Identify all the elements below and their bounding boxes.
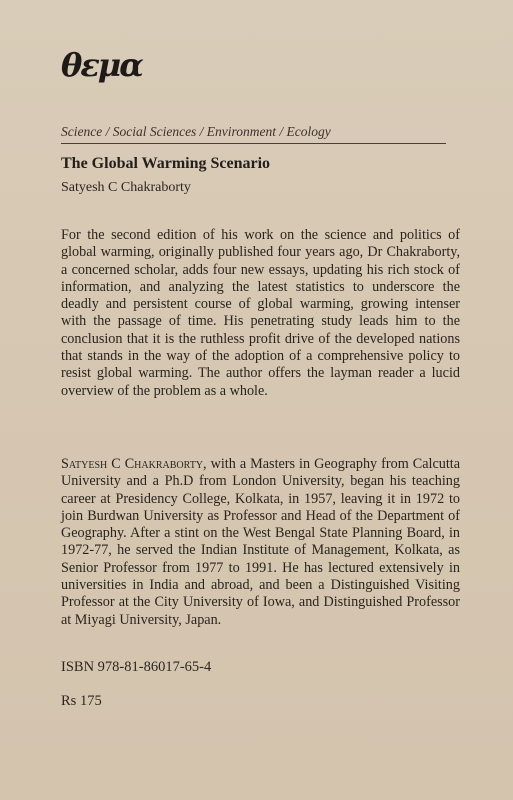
divider-rule (61, 143, 446, 144)
book-author: Satyesh C Chakraborty (61, 180, 191, 195)
price: Rs 175 (61, 693, 102, 709)
book-title: The Global Warming Scenario (61, 155, 271, 172)
blurb-paragraph: For the second edition of his work on the science and politics of global warming, originally published four years ago, Dr Chakraborty, a concerned scholar, adds four new essays, updating his rich stock of information, and analyzing the latest statistics to underscore the deadly and persistent course of global warming, growing intenser with the passage of time. His penetrating study leads him to the conclusion that it is the ruthless profit drive of the developed nations that stands in the way of the adoption of a comprehensive policy to resist global warming. The author offers the layman reader a lucid overview of the problem as a whole. (61, 227, 460, 399)
isbn: ISBN 978-81-86017-65-4 (61, 659, 212, 675)
author-bio-paragraph (61, 456, 460, 629)
category-line: Science / Social Sciences / Environment / Ecology (61, 124, 331, 139)
bio-text: , with a Masters in Geography from Calcutta University and a Ph.D from London University, began his teaching career at Presidency College, Kolkata, in 1957, leaving it in 1972 to join Burdwan University as Professor and Head of the Department of Geography. After a stint on the West Bengal State Planning Board, in 1972-77, he served the Indian Institute of Management, Kolkata, as Senior Professor from 1977 to 1991. He has lectured extensively in universities in India and abroad, and been a Distinguished Visiting Professor at the City University of Iowa, and Distinguished Professor at Miyagi University, Japan. (61, 456, 461, 628)
publisher-logo: θεμα (61, 46, 142, 84)
bio-author-name: Satyesh C Chakraborty (61, 456, 204, 472)
